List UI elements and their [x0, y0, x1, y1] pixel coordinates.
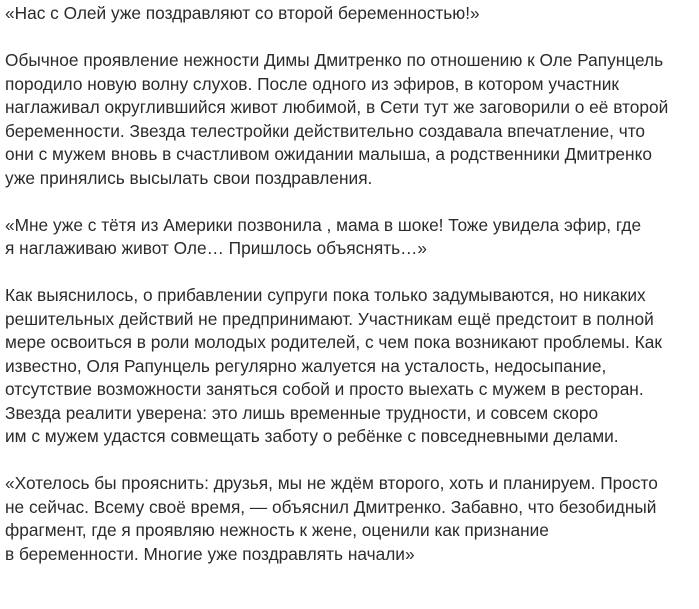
paragraph-gap [5, 449, 699, 473]
text-line: наглаживал округлившийся живот любимой, в Сети тут же заговорили о её второй [5, 97, 669, 117]
text-line: решительных действий не предпринимают. Участникам ещё предстоит в полной [5, 308, 654, 329]
text-line: «Нас с Олей уже поздравляют со второй беременностью!» [5, 3, 480, 23]
body-paragraph-2 [5, 284, 699, 449]
text-line: в беременности. Многие уже поздравлять начали» [5, 543, 415, 564]
article-body [0, 2, 699, 609]
text-line: я наглаживаю живот Оле… Пришлось объяснять…» [5, 238, 428, 258]
paragraph-gap [5, 26, 699, 50]
body-paragraph-1 [5, 49, 699, 190]
text-line: Как выяснилось, о прибавлении супруги пока только задумываются, но никаких [5, 285, 646, 305]
text-line: «Мне уже с тётя из Америки позвонила , мама в шоке! Тоже увидела эфир, где [5, 214, 642, 235]
quote-paragraph-2 [5, 214, 699, 261]
text-line: Звезда реалити уверена: это лишь временные трудности, и совсем скоро [5, 402, 599, 423]
quote-paragraph-1 [5, 2, 699, 26]
text-line: породило новую волну слухов. После одного из эфиров, в котором участник [5, 73, 619, 94]
text-line: мере освоиться в роли молодых родителей, с чем пока возникают проблемы. Как [5, 332, 662, 352]
text-line: фрагмент, где я проявляю нежность к жене, оценили как признание [5, 520, 549, 540]
text-line: не сейчас. Всему своё время, — объяснил Дмитренко. Забавно, что безобидный [5, 496, 657, 517]
paragraph-gap [5, 190, 699, 214]
paragraph-gap [5, 261, 699, 285]
text-line: отсутствие возможности заняться собой и просто выехать с мужем в ресторан. [5, 379, 644, 399]
text-line: Обычное проявление нежности Димы Дмитренко по отношению к Оле Рапунцель [5, 50, 664, 70]
text-line: известно, Оля Рапунцель регулярно жалуется на усталость, недосыпание, [5, 355, 607, 376]
text-line: они с мужем вновь в счастливом ожидании малыша, а родственники Дмитренко [5, 144, 652, 164]
text-line: им с мужем удастся совмещать заботу о ребёнке с повседневными делами. [5, 426, 619, 446]
text-line: беременности. Звезда телестройки действительно создавала впечатление, что [5, 120, 646, 141]
quote-paragraph-3 [5, 472, 699, 566]
text-line: «Хотелось бы прояснить: друзья, мы не ждём второго, хоть и планируем. Просто [5, 473, 658, 493]
text-line: уже принялись высылать свои поздравления. [5, 167, 373, 188]
